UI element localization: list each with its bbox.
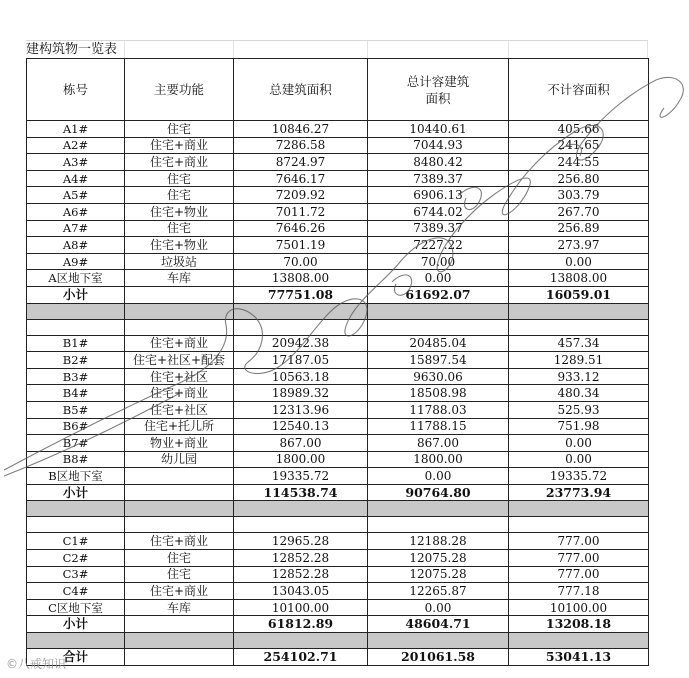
building-id-cell: C1# [27, 533, 125, 550]
total-area-cell: 17187.05 [234, 352, 368, 369]
total-area-cell: 19335.72 [234, 468, 368, 485]
total-area-cell: 12852.28 [234, 550, 368, 567]
table-row [27, 187, 649, 204]
table-row [27, 418, 649, 435]
function-cell: 住宅+商业 [125, 385, 234, 402]
building-id-cell: A6# [27, 203, 125, 220]
far-area-cell: 6906.13 [368, 187, 509, 204]
far-area-cell: 15897.54 [368, 352, 509, 369]
header-far-area-line2: 面积 [425, 90, 451, 106]
non-far-area-cell: 933.12 [509, 368, 649, 385]
table-row [27, 154, 649, 171]
function-cell: 物业+商业 [125, 435, 234, 452]
building-id-cell: A8# [27, 237, 125, 254]
header-row [27, 59, 649, 121]
separator-cell [234, 319, 368, 335]
non-far-area-cell: 303.79 [509, 187, 649, 204]
building-id-cell: C4# [27, 583, 125, 600]
separator-cell [125, 319, 234, 335]
table-row [27, 253, 649, 270]
table-row [27, 401, 649, 418]
table-row [27, 385, 649, 402]
far-area-cell: 1800.00 [368, 451, 509, 468]
title-grid-line [124, 41, 125, 59]
non-far-area-cell: 405.66 [509, 121, 649, 138]
table-row [27, 203, 649, 220]
total-area-cell: 10846.27 [234, 121, 368, 138]
watermark-stroke [656, 77, 683, 117]
separator-cell [368, 517, 509, 533]
total-area-cell: 13043.05 [234, 583, 368, 600]
separator-cell [234, 303, 368, 319]
total-area-cell: 20942.38 [234, 335, 368, 352]
non-far-area-cell: 777.00 [509, 566, 649, 583]
non-far-area-cell: 241.65 [509, 137, 649, 154]
function-cell: 住宅+物业 [125, 203, 234, 220]
total-area-cell: 7646.26 [234, 220, 368, 237]
function-cell: 住宅 [125, 220, 234, 237]
subtotal-total-area: 61812.89 [234, 616, 368, 633]
table-row [27, 220, 649, 237]
total-area-cell: 7286.58 [234, 137, 368, 154]
separator-cell [125, 517, 234, 533]
far-area-cell: 12075.28 [368, 566, 509, 583]
function-cell: 幼儿园 [125, 451, 234, 468]
subtotal-total-area: 77751.08 [234, 286, 368, 303]
far-area-cell: 12188.28 [368, 533, 509, 550]
function-cell: 住宅+社区 [125, 401, 234, 418]
non-far-area-cell: 457.34 [509, 335, 649, 352]
title-grid-line [233, 41, 234, 59]
table-row [27, 550, 649, 567]
function-cell: 住宅 [125, 550, 234, 567]
building-id-cell: A区地下室 [27, 270, 125, 287]
subtotal-label: 小计 [27, 616, 125, 633]
non-far-area-cell: 0.00 [509, 435, 649, 452]
building-id-cell: B5# [27, 401, 125, 418]
non-far-area-cell: 244.55 [509, 154, 649, 171]
building-id-cell: B区地下室 [27, 468, 125, 485]
table-row [27, 435, 649, 452]
grand-total-area: 254102.71 [234, 649, 368, 666]
total-area-cell: 7011.72 [234, 203, 368, 220]
far-area-cell: 0.00 [368, 270, 509, 287]
table-row [27, 137, 649, 154]
building-id-cell: B1# [27, 335, 125, 352]
non-far-area-cell: 267.70 [509, 203, 649, 220]
grand-total-row [27, 649, 649, 666]
separator-row [27, 501, 649, 517]
far-area-cell: 7389.37 [368, 220, 509, 237]
separator-cell [27, 319, 125, 335]
function-cell: 住宅+商业 [125, 583, 234, 600]
function-cell: 住宅+物业 [125, 237, 234, 254]
table-row [27, 121, 649, 138]
total-area-cell: 18989.32 [234, 385, 368, 402]
total-area-cell: 1800.00 [234, 451, 368, 468]
separator-cell [234, 517, 368, 533]
far-area-cell: 9630.06 [368, 368, 509, 385]
table-row [27, 451, 649, 468]
building-id-cell: B7# [27, 435, 125, 452]
separator-cell [509, 319, 649, 335]
far-area-cell: 20485.04 [368, 335, 509, 352]
total-area-cell: 12965.28 [234, 533, 368, 550]
blank-row [27, 319, 649, 335]
non-far-area-cell: 0.00 [509, 451, 649, 468]
non-far-area-cell: 777.00 [509, 533, 649, 550]
function-cell: 住宅+社区+配套 [125, 352, 234, 369]
function-cell: 住宅 [125, 566, 234, 583]
separator-cell [509, 633, 649, 649]
header-non-far-area: 不计容面积 [509, 59, 649, 121]
total-area-cell: 10563.18 [234, 368, 368, 385]
non-far-area-cell: 10100.00 [509, 599, 649, 616]
subtotal-far-area: 61692.07 [368, 286, 509, 303]
subtotal-far-area: 90764.80 [368, 484, 509, 501]
separator-cell [27, 517, 125, 533]
table-row [27, 170, 649, 187]
far-area-cell: 7227.22 [368, 237, 509, 254]
building-id-cell: A3# [27, 154, 125, 171]
table-row [27, 368, 649, 385]
table-row [27, 468, 649, 485]
grand-total-empty-cell [125, 649, 234, 666]
function-cell: 垃圾站 [125, 253, 234, 270]
subtotal-non-far-area: 23773.94 [509, 484, 649, 501]
non-far-area-cell: 0.00 [509, 253, 649, 270]
non-far-area-cell: 751.98 [509, 418, 649, 435]
separator-cell [125, 303, 234, 319]
far-area-cell: 12265.87 [368, 583, 509, 600]
non-far-area-cell: 777.00 [509, 550, 649, 567]
total-area-cell: 12313.96 [234, 401, 368, 418]
far-area-cell: 8480.42 [368, 154, 509, 171]
function-cell: 住宅 [125, 121, 234, 138]
far-area-cell: 6744.02 [368, 203, 509, 220]
far-area-cell: 18508.98 [368, 385, 509, 402]
function-cell: 住宅+商业 [125, 154, 234, 171]
subtotal-non-far-area: 13208.18 [509, 616, 649, 633]
table-row [27, 566, 649, 583]
header-total-area: 总建筑面积 [234, 59, 368, 121]
building-id-cell: A5# [27, 187, 125, 204]
total-area-cell: 7501.19 [234, 237, 368, 254]
building-id-cell: C区地下室 [27, 599, 125, 616]
total-area-cell: 12540.13 [234, 418, 368, 435]
total-area-cell: 70.00 [234, 253, 368, 270]
building-id-cell: A7# [27, 220, 125, 237]
subtotal-label: 小计 [27, 484, 125, 501]
total-area-cell: 867.00 [234, 435, 368, 452]
separator-cell [27, 633, 125, 649]
subtotal-empty-cell [125, 616, 234, 633]
function-cell: 住宅+社区 [125, 368, 234, 385]
far-area-cell: 12075.28 [368, 550, 509, 567]
grand-total-non-far-area: 53041.13 [509, 649, 649, 666]
non-far-area-cell: 13808.00 [509, 270, 649, 287]
header-building-no: 栋号 [27, 59, 125, 121]
separator-cell [509, 303, 649, 319]
far-area-cell: 867.00 [368, 435, 509, 452]
non-far-area-cell: 1289.51 [509, 352, 649, 369]
separator-cell [27, 501, 125, 517]
subtotal-row [27, 484, 649, 501]
function-cell: 住宅+商业 [125, 137, 234, 154]
table-title: 建构筑物一览表 [26, 42, 118, 57]
separator-row [27, 303, 649, 319]
total-area-cell: 12852.28 [234, 566, 368, 583]
non-far-area-cell: 19335.72 [509, 468, 649, 485]
header-far-area-line1: 总计容建筑 [406, 73, 470, 89]
table-row [27, 583, 649, 600]
non-far-area-cell: 777.18 [509, 583, 649, 600]
function-cell: 车库 [125, 599, 234, 616]
title-grid-line [647, 41, 648, 59]
separator-cell [27, 303, 125, 319]
separator-cell [368, 319, 509, 335]
separator-cell [509, 501, 649, 517]
building-id-cell: A1# [27, 121, 125, 138]
footer-watermark-text: ©八戒知识 [6, 657, 67, 671]
building-id-cell: C2# [27, 550, 125, 567]
subtotal-far-area: 48604.71 [368, 616, 509, 633]
far-area-cell: 11788.03 [368, 401, 509, 418]
function-cell: 住宅+商业 [125, 533, 234, 550]
far-area-cell: 0.00 [368, 468, 509, 485]
far-area-cell: 70.00 [368, 253, 509, 270]
subtotal-row [27, 616, 649, 633]
separator-cell [368, 501, 509, 517]
building-id-cell: B8# [27, 451, 125, 468]
subtotal-empty-cell [125, 286, 234, 303]
function-cell: 住宅 [125, 187, 234, 204]
far-area-cell: 0.00 [368, 599, 509, 616]
non-far-area-cell: 273.97 [509, 237, 649, 254]
blank-row [27, 517, 649, 533]
table-row [27, 352, 649, 369]
non-far-area-cell: 256.89 [509, 220, 649, 237]
non-far-area-cell: 480.34 [509, 385, 649, 402]
header-function: 主要功能 [125, 59, 234, 121]
total-area-cell: 7209.92 [234, 187, 368, 204]
far-area-cell: 7044.93 [368, 137, 509, 154]
subtotal-non-far-area: 16059.01 [509, 286, 649, 303]
far-area-cell: 11788.15 [368, 418, 509, 435]
separator-cell [125, 633, 234, 649]
non-far-area-cell: 256.80 [509, 170, 649, 187]
title-grid-line [508, 41, 509, 59]
subtotal-total-area: 114538.74 [234, 484, 368, 501]
buildings-table [26, 58, 649, 666]
grand-total-label: 合计 [27, 649, 125, 666]
subtotal-label: 小计 [27, 286, 125, 303]
non-far-area-cell: 525.93 [509, 401, 649, 418]
function-cell: 住宅+托儿所 [125, 418, 234, 435]
separator-cell [509, 517, 649, 533]
total-area-cell: 8724.97 [234, 154, 368, 171]
grand-total-far-area: 201061.58 [368, 649, 509, 666]
subtotal-row [27, 286, 649, 303]
table-row [27, 270, 649, 287]
subtotal-empty-cell [125, 484, 234, 501]
function-cell: 住宅+商业 [125, 335, 234, 352]
title-row [26, 40, 648, 59]
building-id-cell: C3# [27, 566, 125, 583]
total-area-cell: 13808.00 [234, 270, 368, 287]
separator-cell [125, 501, 234, 517]
separator-cell [368, 303, 509, 319]
separator-cell [234, 501, 368, 517]
building-id-cell: B6# [27, 418, 125, 435]
total-area-cell: 7646.17 [234, 170, 368, 187]
function-cell: 住宅 [125, 170, 234, 187]
far-area-cell: 7389.37 [368, 170, 509, 187]
far-area-cell: 10440.61 [368, 121, 509, 138]
title-grid-line [367, 41, 368, 59]
building-id-cell: B2# [27, 352, 125, 369]
function-cell: 车库 [125, 270, 234, 287]
header-far-area [368, 59, 509, 121]
table-row [27, 335, 649, 352]
building-id-cell: B4# [27, 385, 125, 402]
building-id-cell: B3# [27, 368, 125, 385]
separator-row [27, 633, 649, 649]
function-cell [125, 468, 234, 485]
separator-cell [368, 633, 509, 649]
table-row [27, 599, 649, 616]
table-row [27, 237, 649, 254]
building-id-cell: A2# [27, 137, 125, 154]
building-id-cell: A4# [27, 170, 125, 187]
table-row [27, 533, 649, 550]
building-id-cell: A9# [27, 253, 125, 270]
separator-cell [234, 633, 368, 649]
total-area-cell: 10100.00 [234, 599, 368, 616]
